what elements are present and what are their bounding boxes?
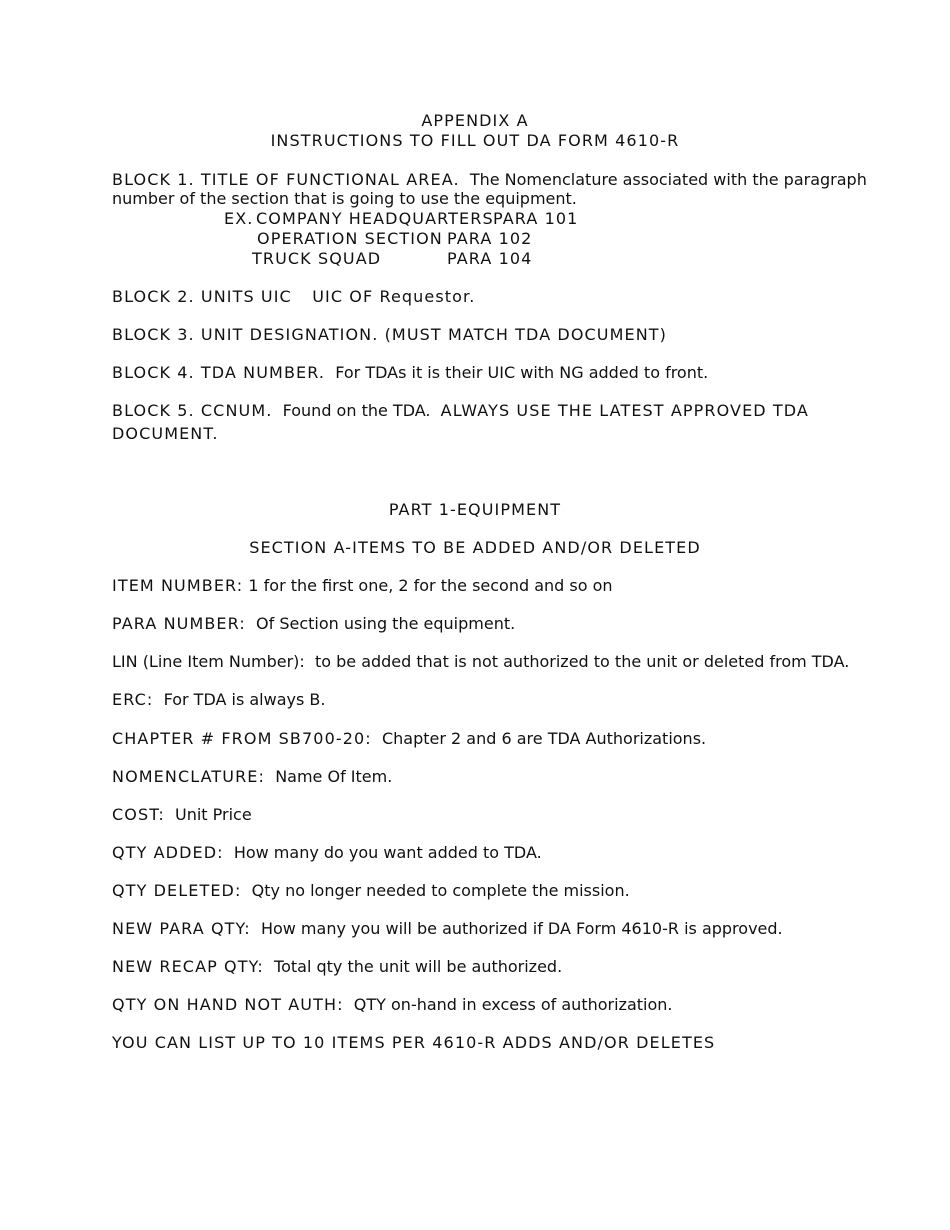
field-text: Unit Price bbox=[175, 805, 252, 824]
block4-text: For TDAs it is their UIC with NG added to front. bbox=[335, 363, 709, 382]
field-text: Qty no longer needed to complete the mission. bbox=[251, 881, 630, 900]
field-text: For TDA is always B. bbox=[163, 690, 326, 709]
part1-title: PART 1-EQUIPMENT bbox=[388, 500, 562, 519]
field-label: LIN (Line Item Number): bbox=[112, 652, 305, 671]
field-text: How many you will be authorized if DA Form 4610-R is approved. bbox=[260, 919, 783, 938]
block5-emphasis: ALWAYS USE THE LATEST APPROVED TDA bbox=[440, 401, 809, 420]
block1-line1 bbox=[112, 170, 867, 190]
field-label: NEW RECAP QTY: bbox=[112, 957, 264, 976]
field-label: NOMENCLATURE: bbox=[112, 767, 266, 786]
example-prefix: EX. bbox=[224, 209, 254, 228]
block1-text: The Nomenclature associated with the paragraph bbox=[469, 170, 867, 189]
items-limit-note: YOU CAN LIST UP TO 10 ITEMS PER 4610-R ADDS AND/OR DELETES bbox=[112, 1033, 716, 1052]
field-lin bbox=[112, 652, 849, 672]
example-name: OPERATION SECTION bbox=[257, 229, 443, 248]
field-text: How many do you want added to TDA. bbox=[233, 843, 542, 862]
block4-label: BLOCK 4. TDA NUMBER. bbox=[112, 363, 326, 382]
field-qty-added bbox=[112, 843, 542, 863]
block1-line2: number of the section that is going to use the equipment. bbox=[112, 189, 577, 208]
block2-text: UIC OF Requestor. bbox=[312, 287, 476, 306]
field-nomenclature bbox=[112, 767, 392, 787]
field-qty-on-hand bbox=[112, 995, 672, 1015]
block5-text: Found on the TDA. bbox=[282, 401, 431, 420]
field-label: QTY ON HAND NOT AUTH: bbox=[112, 995, 344, 1014]
appendix-heading: APPENDIX A bbox=[421, 111, 529, 130]
block4-line bbox=[112, 363, 708, 383]
field-qty-deleted bbox=[112, 881, 630, 901]
field-text: to be added that is not authorized to the unit or deleted from TDA. bbox=[314, 652, 850, 671]
example-para: PARA 101 bbox=[493, 209, 579, 228]
field-para-number bbox=[112, 614, 515, 634]
example-para: PARA 102 bbox=[447, 229, 533, 248]
field-text: Of Section using the equipment. bbox=[256, 614, 516, 633]
field-label: QTY DELETED: bbox=[112, 881, 242, 900]
field-new-para-qty bbox=[112, 919, 783, 939]
field-label: QTY ADDED: bbox=[112, 843, 224, 862]
field-label: CHAPTER # FROM SB700-20: bbox=[112, 729, 372, 748]
example-name: TRUCK SQUAD bbox=[252, 249, 382, 268]
block2-line bbox=[112, 287, 475, 307]
field-label: ERC: bbox=[112, 690, 154, 709]
block5-label: BLOCK 5. CCNUM. bbox=[112, 401, 273, 420]
field-erc bbox=[112, 690, 325, 710]
block3-line: BLOCK 3. UNIT DESIGNATION. (MUST MATCH TDA DOCUMENT) bbox=[112, 325, 668, 344]
example-para: PARA 104 bbox=[447, 249, 533, 268]
example-name: COMPANY HEADQUARTERS bbox=[256, 209, 494, 228]
block5-line1 bbox=[112, 401, 809, 421]
field-cost bbox=[112, 805, 252, 825]
block1-label: BLOCK 1. TITLE OF FUNCTIONAL AREA. bbox=[112, 170, 460, 189]
field-item-number bbox=[112, 576, 613, 596]
field-text: QTY on-hand in excess of authorization. bbox=[353, 995, 673, 1014]
document-title: INSTRUCTIONS TO FILL OUT DA FORM 4610-R bbox=[270, 131, 680, 150]
field-label: COST: bbox=[112, 805, 165, 824]
field-label: PARA NUMBER: bbox=[112, 614, 246, 633]
field-text: Name Of Item. bbox=[275, 767, 393, 786]
block2-label: BLOCK 2. UNITS UIC bbox=[112, 287, 292, 306]
field-chapter bbox=[112, 729, 706, 749]
field-text: Total qty the unit will be authorized. bbox=[274, 957, 563, 976]
block5-line2: DOCUMENT. bbox=[112, 424, 219, 443]
field-text: Chapter 2 and 6 are TDA Authorizations. bbox=[381, 729, 707, 748]
field-label: NEW PARA QTY: bbox=[112, 919, 251, 938]
field-new-recap-qty bbox=[112, 957, 562, 977]
section-a-title: SECTION A-ITEMS TO BE ADDED AND/OR DELETED bbox=[249, 538, 701, 557]
field-label: ITEM NUMBER: bbox=[112, 576, 244, 595]
field-text: 1 for the first one, 2 for the second and so on bbox=[248, 576, 613, 595]
